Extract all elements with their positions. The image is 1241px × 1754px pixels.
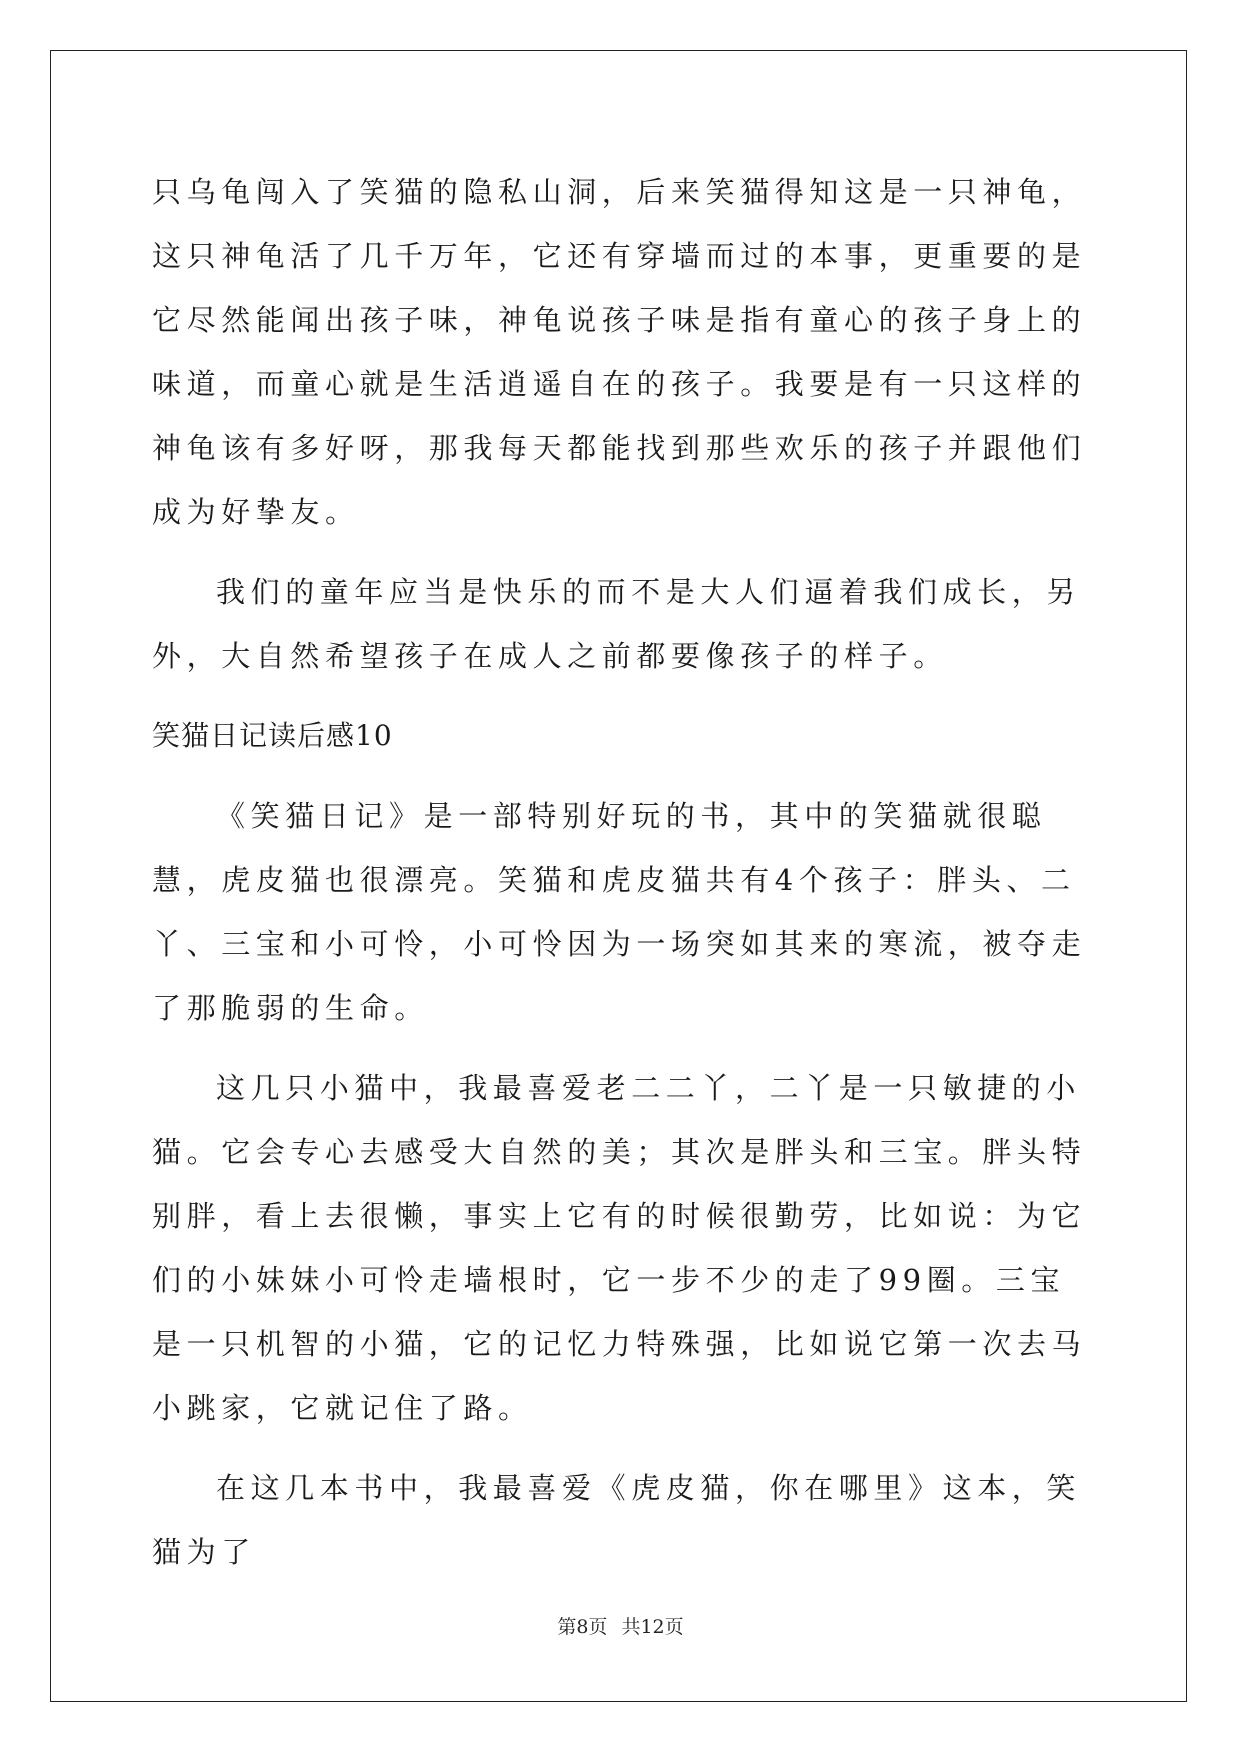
section-heading: 笑猫日记读后感10 bbox=[152, 719, 393, 752]
document-body bbox=[152, 160, 1090, 1600]
paragraph-5: 在这几本书中，我最喜爱《虎皮猫，你在哪里》这本，笑猫为了 bbox=[152, 1471, 1082, 1569]
page-footer bbox=[0, 1612, 1241, 1639]
paragraph-1: 只乌龟闯入了笑猫的隐私山洞，后来笑猫得知这是一只神龟，这只神龟活了几千万年，它还有穿墙而过的本事，更重要的是它尽然能闻出孩子味，神龟说孩子味是指有童心的孩子身上的味道，而童心就是生活逍遥自在的孩子。我要是有一只这样的神龟该有多好呀，那我每天都能找到那些欢乐的孩子并跟他们成为好挚友。 bbox=[152, 175, 1087, 529]
page-number: 第8页 bbox=[557, 1616, 608, 1638]
paragraph-4: 这几只小猫中，我最喜爱老二二丫，二丫是一只敏捷的小猫。它会专心去感受大自然的美；其次是胖头和三宝。胖头特别胖，看上去很懒，事实上它有的时候很勤劳，比如说：为它们的小妹妹小可怜走墙根时，它一步不少的走了99圈。三宝是一只机智的小猫，它的记忆力特殊强，比如说它第一次去马小跳家，它就记住了路。 bbox=[152, 1071, 1087, 1425]
page-total: 共12页 bbox=[621, 1616, 684, 1638]
paragraph-2: 我们的童年应当是快乐的而不是大人们逼着我们成长，另外，大自然希望孩子在成人之前都要像孩子的样子。 bbox=[152, 575, 1082, 673]
paragraph-3: 《笑猫日记》是一部特别好玩的书，其中的笑猫就很聪慧，虎皮猫也很漂亮。笑猫和虎皮猫共有4个孩子：胖头、二丫、三宝和小可怜，小可怜因为一场突如其来的寒流，被夺走了那脆弱的生命。 bbox=[152, 799, 1087, 1025]
